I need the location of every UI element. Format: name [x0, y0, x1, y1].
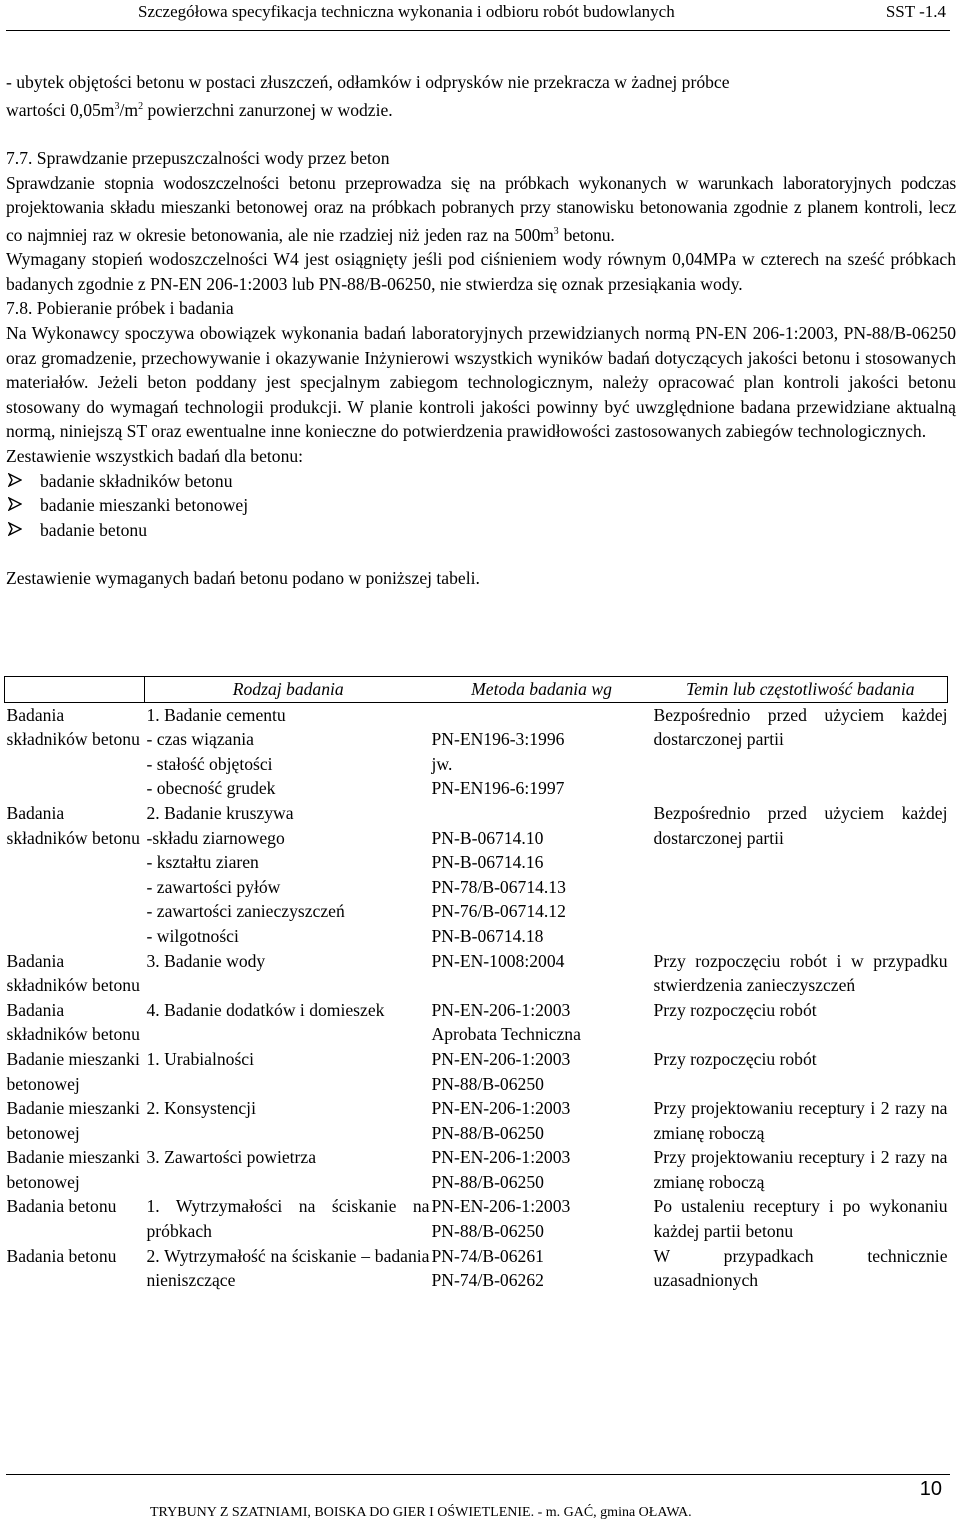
- table-header-cell: Temin lub częstotliwość badania: [652, 677, 948, 703]
- table-cell-methods: PN-EN-206-1:2003 PN-88/B-06250: [431, 1147, 571, 1192]
- tests-table: [4, 676, 948, 1293]
- section-7-7-paragraph-1: Sprawdzanie stopnia wodoszczelności betonu przeprowadza się na próbkach wykonanych w warunkach laboratoryjnych podczas projektowania składu mieszanki betonowej oraz na próbkach pobranych przy stanowisku betonowania zgodnie z planem kontroli, lecz co najmniej raz w okresie betonowania, ale nie rzadziej niż jeden raz na $500m^3$ betonu.: [6, 172, 956, 245]
- table-row: [5, 998, 948, 1047]
- table-cell-term: Przy projektowaniu receptury i 2 razy na zmianę roboczą: [653, 1098, 948, 1143]
- page-number: 10: [919, 1478, 942, 1500]
- table-cell-group: Badania składników betonu: [6, 999, 140, 1045]
- table-row: [5, 1194, 948, 1243]
- table-cell-tests: 3. Zawartości powietrza: [146, 1147, 317, 1168]
- table-cell-group: Badania składników betonu: [6, 950, 140, 996]
- table-row: [5, 1047, 948, 1096]
- table-cell-tests: 2. Badanie kruszywa -składu ziarnowego - kształtu ziaren - zawartości pyłów - zawartości zanieczyszczeń - wilgotności: [146, 802, 345, 946]
- table-cell-tests: 4. Badanie dodatków i domieszek: [146, 999, 385, 1020]
- intro-line-2: wartości $0,05m^3/m^2$ powierzchni zanurzonej w wodzie.: [6, 99, 393, 120]
- table-cell-term: Przy rozpoczęciu robót i w przypadku stwierdzenia zanieczyszczeń: [653, 950, 948, 996]
- spacer: [6, 542, 956, 566]
- table-cell-methods: PN-EN-1008:2004: [431, 950, 565, 971]
- table-cell-term: Po ustaleniu receptury i po wykonaniu każdej partii betonu: [653, 1196, 948, 1242]
- table-row: [5, 1145, 948, 1194]
- table-header-cell: Rodzaj badania: [145, 677, 430, 703]
- table-header-blank: [5, 677, 145, 703]
- table-cell-term: W przypadkach technicznie uzasadnionych: [653, 1245, 948, 1291]
- table-header-cell: Metoda badania wg: [430, 677, 652, 703]
- document-body: [6, 70, 956, 591]
- table-cell-group: Badania składników betonu: [6, 802, 140, 848]
- table-intro: Zestawienie wymaganych badań betonu podano w poniższej tabeli.: [6, 568, 480, 589]
- table-row: [5, 702, 948, 801]
- table-cell-term: Przy projektowaniu receptury i 2 razy na zmianę roboczą: [653, 1147, 948, 1192]
- table-cell-group: Badanie mieszanki betonowej: [6, 1147, 140, 1192]
- table-row: [5, 949, 948, 998]
- table-cell-term: Bezpośrednio przed użyciem każdej dostarczonej partii: [653, 802, 948, 848]
- bullet-item: badanie składników betonu: [6, 469, 956, 494]
- table-cell-tests: 2. Wytrzymałość na ściskanie – badania nieniszczące: [146, 1245, 430, 1291]
- header-rule: [6, 30, 950, 31]
- table-cell-methods: PN-EN-206-1:2003 PN-88/B-06250: [431, 1098, 571, 1143]
- bullet-item: badanie betonu: [6, 518, 956, 543]
- section-7-8-paragraph-1: Na Wykonawcy spoczywa obowiązek wykonania badań laboratoryjnych przewidzianych normą PN-EN 206-1:2003, PN-88/B-06250 oraz gromadzenie, przechowywanie i okazywanie Inżynierowi wszystkich wyników badań dotyczących jakości betonu i stosowanych materiałów. Jeżeli beton poddany jest specjalnym zabiegom technologicznym, należy opracować plan kontroli jakości betonu stosowany do wymagań technologii produkcji. W planie kontroli jakości powinny być uwzględnione badana przewidziane aktualną normą, niniejszą ST oraz ewentualne inne konieczne do potwierdzenia prawidłowości zastosowanych zabiegów technologicznych.: [6, 323, 956, 442]
- intro-line-1: - ubytek objętości betonu w postaci złuszczeń, odłamków i odprysków nie przekracza w żadnej próbce: [6, 72, 730, 92]
- header-doc-code: SST -1.4: [885, 2, 946, 21]
- header-title: Szczegółowa specyfikacja techniczna wykonania i odbioru robót budowlanych: [138, 2, 675, 21]
- table-cell-group: Badania betonu: [6, 1245, 117, 1266]
- section-7-8-title: 7.8. Pobieranie próbek i badania: [6, 298, 234, 319]
- arrow-bullet-icon: [8, 497, 22, 511]
- spacer: [6, 122, 956, 146]
- table-row: [5, 801, 948, 949]
- section-7-7-paragraph-2: Wymagany stopień wodoszczelności W4 jest osiągnięty jeśli pod ciśnieniem wody równym 0,04MPa w czterech na sześć próbkach badanych zgodnie z PN-EN 206-1:2003 lub PN-88/B-06250, nie stwierdza się oznak przesiąkania wody.: [6, 249, 956, 294]
- table-cell-group: Badanie mieszanki betonowej: [6, 1098, 140, 1143]
- arrow-bullet-icon: [8, 522, 22, 536]
- footer-rule: [6, 1474, 950, 1475]
- table-cell-methods: PN-EN196-3:1996 jw. PN-EN196-6:1997: [431, 729, 565, 799]
- table-cell-group: Badania składników betonu: [6, 704, 140, 750]
- table-cell-group: Badania betonu: [6, 1196, 117, 1217]
- list-intro: Zestawienie wszystkich badań dla betonu:: [6, 446, 304, 467]
- table-cell-tests: 2. Konsystencji: [146, 1098, 256, 1119]
- table-cell-methods: PN-74/B-06261 PN-74/B-06262: [431, 1245, 544, 1291]
- bullet-item: badanie mieszanki betonowej: [6, 493, 956, 518]
- table-cell-tests: 3. Badanie wody: [146, 950, 266, 971]
- page-header: [0, 0, 960, 28]
- table-cell-term: Bezpośrednio przed użyciem każdej dostarczonej partii: [653, 704, 948, 750]
- arrow-bullet-icon: [8, 473, 22, 487]
- footer-text: TRYBUNY Z SZATNIAMI, BOISKA DO GIER I OŚWIETLENIE. - m. GAĆ, gmina OŁAWA.: [150, 1505, 692, 1520]
- table-cell-term: Przy rozpoczęciu robót: [653, 1048, 817, 1069]
- section-7-7-title: 7.7. Sprawdzanie przepuszczalności wody przez beton: [6, 148, 390, 169]
- table-header-row: [5, 677, 948, 703]
- table-cell-term: Przy rozpoczęciu robót: [653, 999, 817, 1020]
- table-cell-tests: 1. Urabialności: [146, 1048, 254, 1069]
- table-cell-methods: PN-EN-206-1:2003 PN-88/B-06250: [431, 1048, 571, 1094]
- table-cell-methods: PN-B-06714.10 PN-B-06714.16 PN-78/B-06714.13 PN-76/B-06714.12 PN-B-06714.18: [431, 827, 566, 946]
- tests-bullet-list: [6, 469, 956, 543]
- table-cell-group: Badanie mieszanki betonowej: [6, 1048, 140, 1094]
- table-row: [5, 1244, 948, 1293]
- table-row: [5, 1096, 948, 1145]
- table-cell-methods: PN-EN-206-1:2003 PN-88/B-06250: [431, 1196, 571, 1242]
- table-cell-methods: PN-EN-206-1:2003 Aprobata Techniczna: [431, 999, 581, 1045]
- table-cell-tests: 1. Badanie cementu - czas wiązania - stałość objętości - obecność grudek: [146, 704, 286, 799]
- table-cell-tests: 1. Wytrzymałości na ściskanie na próbkach: [146, 1196, 430, 1242]
